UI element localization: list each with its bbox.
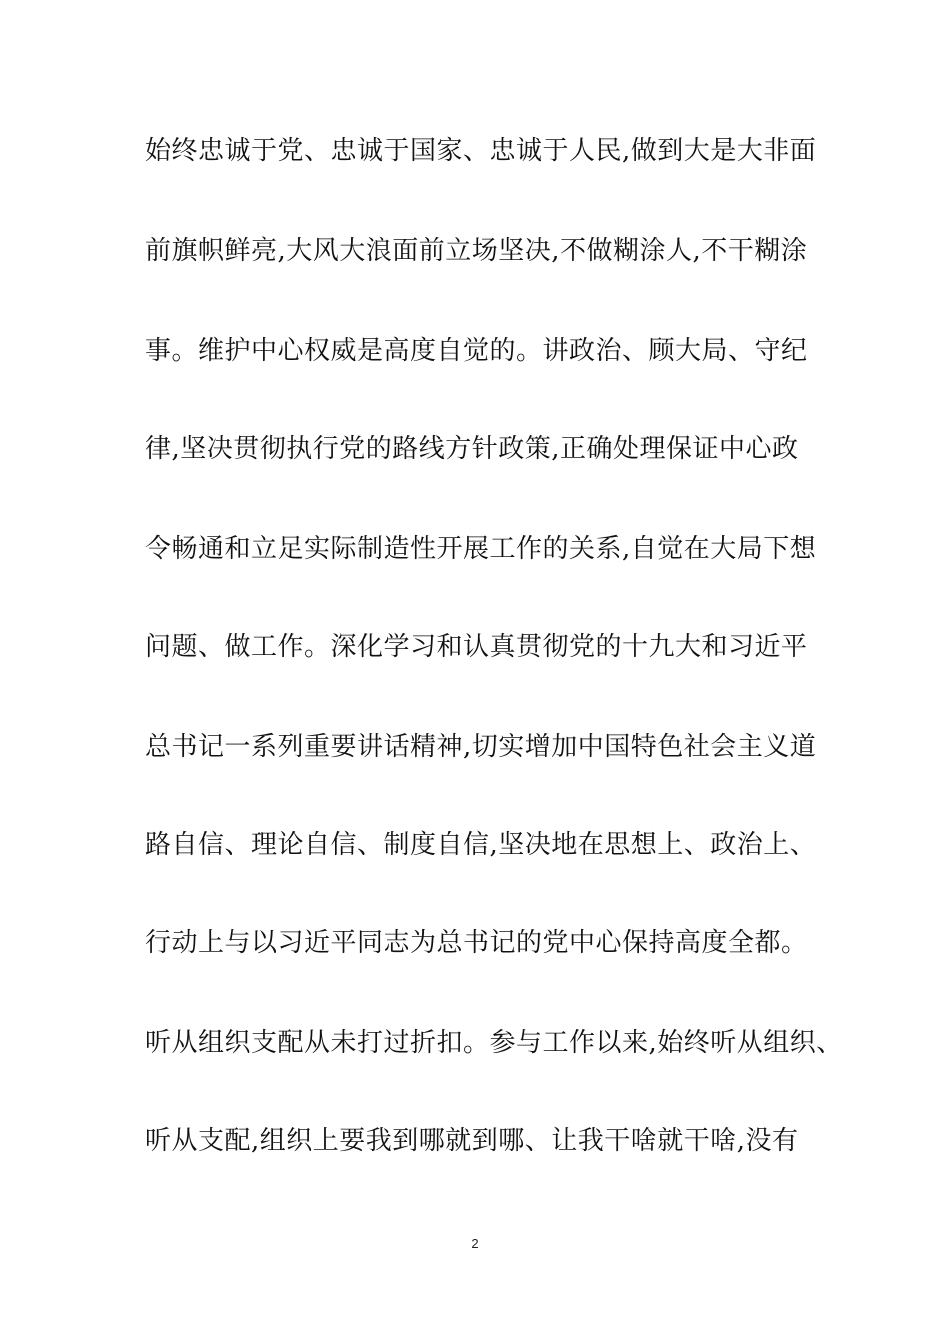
page-number: 2 (471, 1236, 479, 1251)
text-line: 始终忠诚于党、忠诚于国家、忠诚于人民,做到大是大非面 (145, 136, 817, 166)
text-line: 问题、做工作。深化学习和认真贯彻党的十九大和习近平 (145, 632, 808, 662)
text-line: 前旗帜鲜亮,大风大浪面前立场坚决,不做糊涂人,不干糊涂 (145, 236, 808, 266)
text-line: 律,坚决贯彻执行党的路线方针政策,正确处理保证中心政 (145, 434, 799, 464)
text-line: 总书记一系列重要讲话精神,切实增加中国特色社会主义道 (145, 732, 817, 762)
text-line: 听从支配,组织上要我到哪就到哪、让我干啥就干啥,没有 (145, 1126, 799, 1156)
text-line: 事。维护中心权威是高度自觉的。讲政治、顾大局、守纪 (145, 336, 808, 366)
text-line: 路自信、理论自信、制度自信,坚决地在思想上、政治上、 (145, 830, 817, 860)
text-line: 听从组织支配从未打过折扣。参与工作以来,始终听从组织、 (145, 1028, 843, 1058)
text-line: 行动上与以习近平同志为总书记的党中心保持高度全都。 (145, 928, 808, 958)
text-line: 令畅通和立足实际制造性开展工作的关系,自觉在大局下想 (145, 534, 817, 564)
